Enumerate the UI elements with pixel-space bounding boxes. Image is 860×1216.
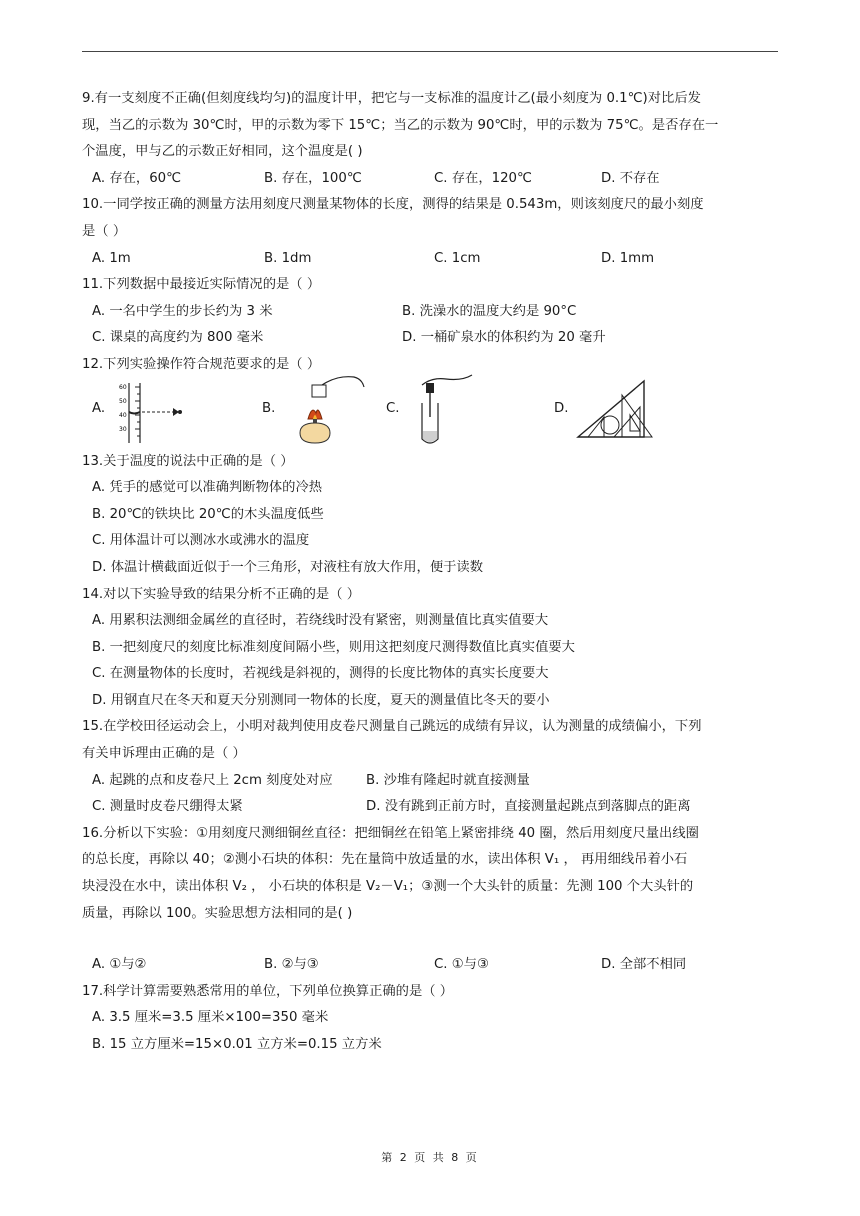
- option-a[interactable]: A. 凭手的感觉可以准确判断物体的冷热: [92, 480, 323, 496]
- option-c[interactable]: C.: [386, 400, 400, 416]
- option-c[interactable]: C. 测量时皮卷尺绷得太紧: [92, 799, 243, 815]
- option-c[interactable]: C. 用体温计可以测冰水或沸水的温度: [92, 533, 310, 549]
- option-d[interactable]: D. 全部不相同: [601, 957, 687, 973]
- question-text: 10.一同学按正确的测量方法用刻度尺测量某物体的长度，测得的结果是 0.543m，则该刻度尺的最小刻度: [82, 197, 704, 213]
- option-a[interactable]: A. 一名中学生的步长约为 3 米: [92, 303, 273, 319]
- option-a[interactable]: A. 起跳的点和皮卷尺上 2cm 刻度处对应: [92, 772, 333, 788]
- option-c[interactable]: C. 课桌的高度约为 800 毫米: [92, 330, 264, 346]
- option-d[interactable]: D. 1mm: [601, 250, 655, 266]
- question-10: [82, 192, 782, 272]
- question-text: 15.在学校田径运动会上，小明对裁判使用皮卷尺测量自己跳远的成绩有异议，认为测量的成绩偏小，下列: [82, 719, 702, 735]
- option-d[interactable]: D.: [554, 400, 569, 416]
- question-list: [82, 86, 782, 1059]
- cylinder-tick-label: 40: [119, 411, 127, 419]
- figure-options: [82, 379, 782, 449]
- option-d[interactable]: D. 体温计横截面近似于一个三角形，对液柱有放大作用，便于读数: [92, 559, 484, 575]
- option-c[interactable]: C. 1cm: [434, 250, 481, 266]
- option-d[interactable]: D. 没有跳到正前方时，直接测量起跳点到落脚点的距离: [366, 799, 691, 815]
- question-text: 13.关于温度的说法中正确的是（ ）: [82, 453, 294, 469]
- option-row: [82, 952, 782, 979]
- question-text: 11.下列数据中最接近实际情况的是（ ）: [82, 277, 321, 293]
- option-c[interactable]: C. 存在，120℃: [434, 170, 532, 186]
- question-text: 块浸没在水中，读出体积 V₂ ， 小石块的体积是 V₂－V₁；③测一个大头针的质量：先测 100 个大头针的: [82, 879, 694, 895]
- question-17: [82, 979, 782, 1059]
- option-d[interactable]: D. 不存在: [601, 170, 660, 186]
- triangle-ruler-figure: [574, 373, 654, 445]
- question-14: [82, 582, 782, 715]
- option-row: [82, 166, 782, 193]
- page-footer: 第 2 页 共 8 页: [381, 1151, 479, 1164]
- question-text: 16.分析以下实验：①用刻度尺测细铜丝直径：把细铜丝在铅笔上紧密排绕 40 圈，然后用刻度尺量出线圈: [82, 825, 699, 841]
- option-row: [82, 794, 782, 821]
- question-13: [82, 449, 782, 582]
- option-b[interactable]: B. 15 立方厘米=15×0.01 立方米=0.15 立方米: [92, 1037, 382, 1052]
- question-text: 质量，再除以 100。实验思想方法相同的是( ): [82, 905, 353, 921]
- option-row: [82, 768, 782, 795]
- header-rule: [82, 51, 778, 52]
- question-9: [82, 86, 782, 192]
- graduated-cylinder-figure: [109, 379, 191, 445]
- option-c[interactable]: C. 在测量物体的长度时，若视线是斜视的，测得的长度比物体的真实长度要大: [92, 666, 549, 682]
- question-text: 是（ ）: [82, 223, 127, 239]
- option-a[interactable]: A. 用累积法测细金属丝的直径时，若绕线时没有紧密，则测量值比真实值要大: [92, 613, 549, 629]
- alcohol-lamp-figure: [282, 373, 372, 449]
- question-text: 个温度，甲与乙的示数正好相同，这个温度是( ): [82, 144, 363, 160]
- question-16: [82, 821, 782, 979]
- option-row: [82, 246, 782, 273]
- option-b[interactable]: B. 20℃的铁块比 20℃的木头温度低些: [92, 506, 324, 522]
- option-d[interactable]: D. 用钢直尺在冬天和夏天分别测同一物体的长度，夏天的测量值比冬天的要小: [92, 692, 550, 708]
- option-a[interactable]: A. 存在，60℃: [92, 170, 182, 186]
- option-row: [82, 299, 782, 326]
- cylinder-tick-label: 30: [119, 425, 127, 433]
- option-b[interactable]: B. 1dm: [264, 250, 312, 266]
- option-b[interactable]: B. 沙堆有隆起时就直接测量: [366, 772, 530, 788]
- question-text: 的总长度，再除以 40；②测小石块的体积：先在量筒中放适量的水，读出体积 V₁ ， 再用细线吊着小石: [82, 852, 688, 868]
- question-11: [82, 272, 782, 352]
- option-b[interactable]: B. 一把刻度尺的刻度比标准刻度间隔小些，则用这把刻度尺测得数值比真实值要大: [92, 639, 575, 655]
- question-text: 12.下列实验操作符合规范要求的是（ ）: [82, 356, 321, 372]
- option-b[interactable]: B. 洗澡水的温度大约是 90°C: [402, 303, 577, 319]
- question-text: 有关申诉理由正确的是（ ）: [82, 746, 246, 762]
- spacer: [82, 927, 782, 952]
- cylinder-tick-label: 50: [119, 397, 127, 405]
- option-a[interactable]: A. 3.5 厘米=3.5 厘米×100=350 毫米: [92, 1010, 329, 1026]
- question-text: 17.科学计算需要熟悉常用的单位，下列单位换算正确的是（ ）: [82, 983, 454, 999]
- option-b[interactable]: B.: [262, 400, 276, 416]
- question-15: [82, 714, 782, 820]
- option-b[interactable]: B. 存在，100℃: [264, 170, 362, 186]
- option-row: [82, 325, 782, 352]
- question-12: [82, 352, 782, 449]
- question-text: 14.对以下实验导致的结果分析不正确的是（ ）: [82, 586, 361, 602]
- question-text: 现，当乙的示数为 30℃时，甲的示数为零下 15℃；当乙的示数为 90℃时，甲的示数为 75℃。是否存在一: [82, 117, 719, 133]
- cylinder-tick-label: 60: [119, 383, 127, 391]
- option-a[interactable]: A. ①与②: [92, 957, 147, 973]
- option-d[interactable]: D. 一桶矿泉水的体积约为 20 毫升: [402, 330, 606, 346]
- option-b[interactable]: B. ②与③: [264, 957, 319, 973]
- option-a[interactable]: A. 1m: [92, 250, 131, 266]
- option-a[interactable]: A.: [92, 400, 106, 416]
- question-text: 9.有一支刻度不正确(但刻度线均匀)的温度计甲，把它与一支标准的温度计乙(最小刻度为 0.1℃)对比后发: [82, 91, 701, 106]
- test-tube-dropper-figure: [402, 373, 482, 449]
- option-c[interactable]: C. ①与③: [434, 957, 489, 973]
